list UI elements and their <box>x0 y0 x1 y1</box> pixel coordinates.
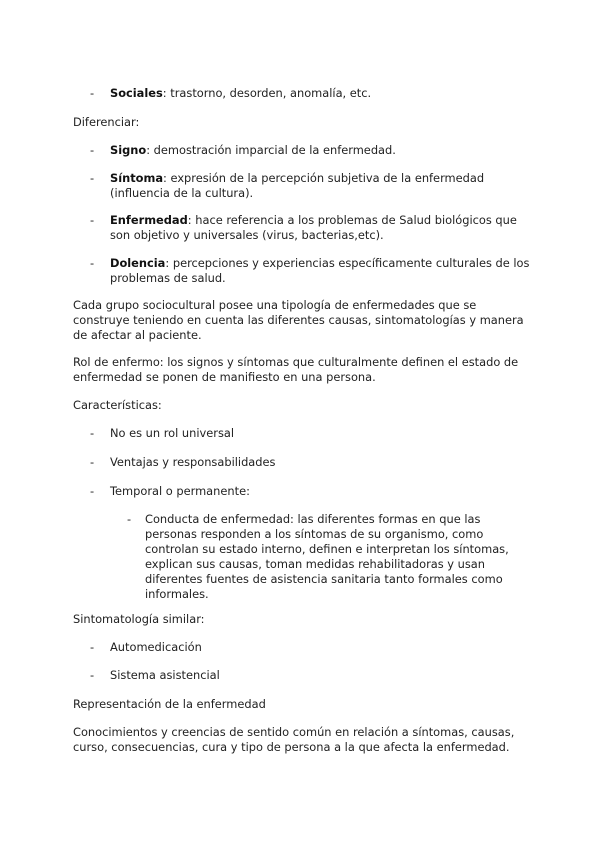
bullet-dash: - <box>90 640 95 654</box>
list-item-automedicacion <box>90 640 530 655</box>
term-sintoma: Síntoma <box>110 171 164 185</box>
list-item-text: No es un rol universal <box>110 426 235 440</box>
list-item-dolencia <box>90 256 530 286</box>
bullet-dash: - <box>90 455 95 469</box>
sublist-item-text: Conducta de enfermedad: las diferentes formas en que las personas responden a los síntomas de su organismo, como controlan su estado interno, definen e interpretan los síntomas, explican sus causas, toman medidas rehabilitadoras y usan diferentes fuentes de asistencia sanitaria tanto formales como informales. <box>145 512 509 601</box>
list-item-sintoma <box>90 171 530 201</box>
paragraph-grupo-sociocultural: Cada grupo sociocultural posee una tipología de enfermedades que se construye teniendo en cuenta las diferentes causas, sintomatologías y manera de afectar al paciente. <box>73 298 524 342</box>
list-item-sistema-asistencial <box>90 668 530 683</box>
list-item-text: Sistema asistencial <box>110 668 220 682</box>
list-item-ventajas <box>90 455 530 470</box>
list-item-sociales <box>90 86 530 101</box>
bullet-dash: - <box>90 171 95 185</box>
definition-sociales: : trastorno, desorden, anomalía, etc. <box>162 86 372 100</box>
term-signo: Signo <box>110 143 147 157</box>
list-item-rol-universal <box>90 426 530 441</box>
list-item-enfermedad <box>90 213 530 243</box>
bullet-dash: - <box>90 668 95 682</box>
heading-caracteristicas: Características: <box>73 398 162 412</box>
bullet-dash: - <box>90 86 95 100</box>
list-item-text: Automedicación <box>110 640 202 654</box>
bullet-dash: - <box>90 256 95 270</box>
definition-signo: : demostración imparcial de la enfermedad. <box>146 143 396 157</box>
list-item-text: Temporal o permanente: <box>110 484 250 498</box>
term-enfermedad: Enfermedad <box>110 213 188 227</box>
heading-diferenciar: Diferenciar: <box>73 115 140 129</box>
list-item-signo <box>90 143 530 158</box>
definition-enfermedad: : hace referencia a los problemas de Salud biológicos que son objetivo y universales (virus, bacterias,etc). <box>110 213 517 242</box>
paragraph-conocimientos: Conocimientos y creencias de sentido común en relación a síntomas, causas, curso, consecuencias, cura y tipo de persona a la que afecta la enfermedad. <box>73 725 515 754</box>
heading-sintomatologia: Sintomatología similar: <box>73 612 205 626</box>
list-item-text: Ventajas y responsabilidades <box>110 455 276 469</box>
definition-dolencia: : percepciones y experiencias específicamente culturales de los problemas de salud. <box>110 256 530 285</box>
bullet-dash: - <box>90 484 95 498</box>
bullet-dash: - <box>90 143 95 157</box>
heading-representacion: Representación de la enfermedad <box>73 697 266 711</box>
paragraph-rol-de-enfermo: Rol de enfermo: los signos y síntomas que culturalmente definen el estado de enfermedad se ponen de manifiesto en una persona. <box>73 355 519 384</box>
bullet-dash: - <box>90 213 95 227</box>
sublist-item-conducta <box>127 512 527 602</box>
bullet-dash: - <box>127 512 132 526</box>
definition-sintoma: : expresión de la percepción subjetiva de la enfermedad (influencia de la cultura). <box>110 171 485 200</box>
bullet-dash: - <box>90 426 95 440</box>
list-item-temporal <box>90 484 530 499</box>
term-dolencia: Dolencia <box>110 256 166 270</box>
term-sociales: Sociales <box>110 86 163 100</box>
